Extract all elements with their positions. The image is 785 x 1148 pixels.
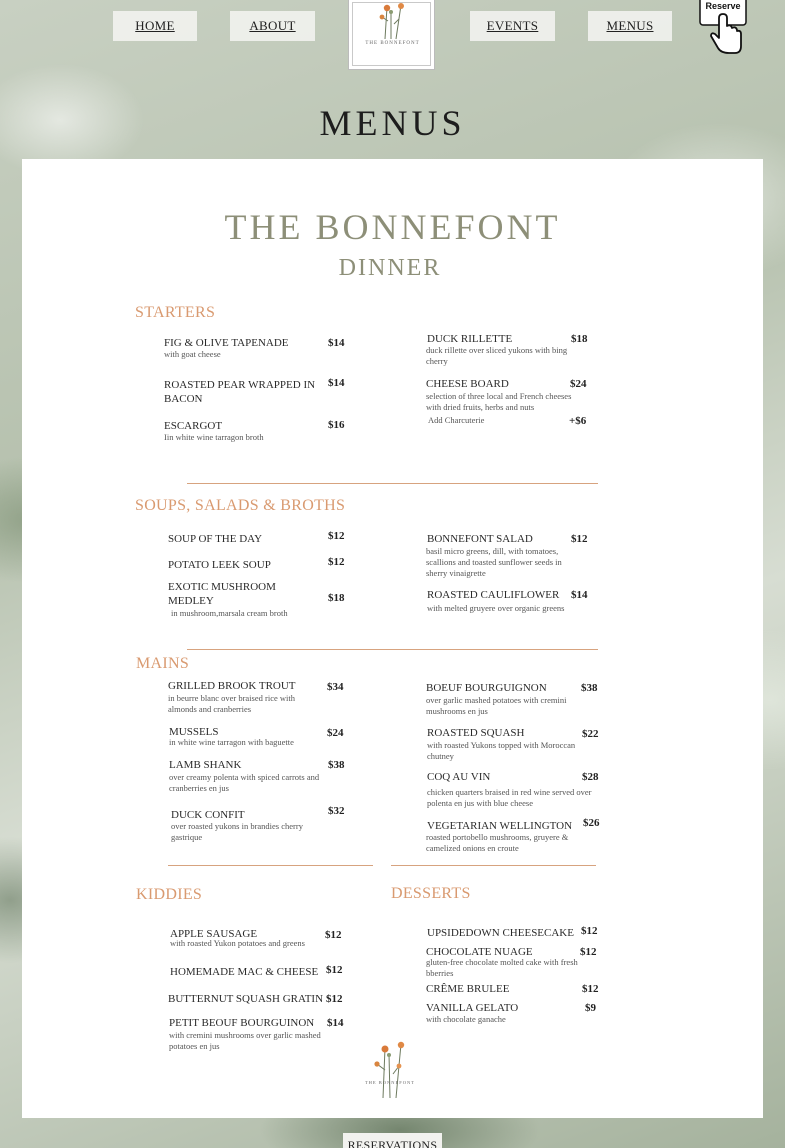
nav-menus-link[interactable]: MENUS — [588, 11, 672, 41]
logo-text: THE BONNEFONT — [364, 1080, 416, 1085]
menu-item-price: $14 — [328, 377, 345, 389]
menu-item-price: $32 — [328, 805, 345, 817]
menu-item-desc: over roasted yukons in brandies cherry gastrique — [171, 821, 303, 842]
menu-item-name: VEGETARIAN WELLINGTON — [427, 820, 573, 832]
site-logo[interactable] — [348, 0, 435, 70]
menu-item-name: BOEUF BOURGUIGNON — [426, 682, 547, 694]
menu-item-price: $12 — [326, 964, 343, 976]
nav-home-link[interactable]: HOME — [113, 11, 197, 41]
menu-title: THE BONNEFONT — [224, 207, 561, 247]
menu-item-desc: selection of three local and French cheeses with dried fruits, herbs and nuts — [426, 391, 572, 412]
menu-item-price: $38 — [581, 682, 598, 694]
menu-item-price: $12 — [328, 556, 345, 568]
menu-item-name: CRÊME BRULEE — [426, 983, 510, 995]
page-title: MENUS — [319, 103, 466, 143]
menu-item-addon: Add Charcuterie — [428, 415, 485, 425]
menu-item-desc: with goat cheese — [164, 349, 221, 359]
menu-item-desc: in white wine tarragon with baguette — [169, 737, 294, 747]
menu-item-name: PETIT BEOUF BOURGUINON — [169, 1017, 315, 1029]
reservations-button[interactable]: RESERVATIONS — [343, 1133, 442, 1148]
menu-item-price: $9 — [585, 1002, 596, 1014]
menu-item-price: $16 — [328, 419, 345, 431]
menu-item-name: CHOCOLATE NUAGE — [426, 946, 533, 958]
menu-item-name: SOUP OF THE DAY — [168, 533, 263, 545]
menu-item-desc: with roasted Yukons topped with Moroccan chutney — [427, 740, 576, 761]
menu-item-price: +$6 — [569, 415, 587, 427]
menu-item-desc: duck rillette over sliced yukons with bing cherry — [426, 345, 568, 366]
menu-item-desc: with cremini mushrooms over garlic mashed potatoes en jus — [169, 1030, 321, 1051]
menu-item-name: DUCK RILLETTE — [427, 333, 513, 345]
menu-item-desc: with chocolate ganache — [426, 1014, 506, 1024]
menu-item-price: $38 — [328, 759, 345, 771]
section-heading-soups: SOUPS, SALADS & BROTHS — [135, 497, 346, 514]
menu-item-name: DUCK CONFIT — [171, 809, 245, 821]
menu-item-desc: gluten-free chocolate molted cake with fresh bberries — [426, 957, 578, 978]
reserve-button[interactable] — [699, 0, 747, 56]
menu-item-price: $22 — [582, 728, 599, 740]
menu-item-desc: over garlic mashed potatoes with cremini mushrooms en jus — [426, 695, 567, 716]
section-heading-mains: MAINS — [136, 655, 190, 672]
menu-item-name: ROASTED PEAR WRAPPED IN BACON — [164, 379, 316, 405]
menu-item-price: $24 — [327, 727, 344, 739]
reserve-label: Reserve — [705, 1, 741, 11]
menu-item-name: EXOTIC MUSHROOM MEDLEY — [168, 581, 276, 607]
menu-item-price: $12 — [328, 530, 345, 542]
menu-item-name: MUSSELS — [169, 726, 219, 738]
section-divider — [187, 649, 598, 650]
menu-item-price: $12 — [571, 533, 588, 545]
logo-text: THE BONNEFONT — [365, 41, 420, 46]
menu-item-price: $14 — [328, 337, 345, 349]
menu-item-name: ROASTED CAULIFLOWER — [427, 589, 560, 601]
menu-item-desc: over creamy polenta with spiced carrots and cranberries en jus — [169, 772, 320, 793]
menu-item-desc: with roasted Yukon potatoes and greens — [170, 938, 305, 948]
section-divider — [391, 865, 596, 866]
nav-about-link[interactable]: ABOUT — [230, 11, 315, 41]
menu-item-name: HOMEMADE MAC & CHEESE — [170, 966, 319, 978]
menu-item-price: $12 — [325, 929, 342, 941]
menu-item-name: UPSIDEDOWN CHEESECAKE — [427, 927, 574, 939]
section-heading-starters: STARTERS — [135, 304, 216, 321]
menu-item-price: $34 — [327, 681, 344, 693]
section-divider — [168, 865, 373, 866]
menu-item-desc: basil micro greens, dill, with tomatoes, scallions and toasted sunflower seeds in sherry vinaigrette — [426, 546, 562, 578]
menu-item-price: $12 — [582, 983, 599, 995]
menu-item-desc: with melted gruyere over organic greens — [427, 603, 565, 613]
menu-item-name: GRILLED BROOK TROUT — [168, 680, 296, 692]
menu-item-name: ESCARGOT — [164, 420, 223, 432]
menu-item-desc: in mushroom,marsala cream broth — [171, 608, 288, 618]
menu-item-name: BUTTERNUT SQUASH GRATIN — [168, 993, 324, 1005]
menu-item-name: FIG & OLIVE TAPENADE — [164, 337, 289, 349]
menu-item-price: $12 — [326, 993, 343, 1005]
nav-events-link[interactable]: EVENTS — [470, 11, 555, 41]
menu-item-name: ROASTED SQUASH — [427, 727, 525, 739]
menu-item-desc: chicken quarters braised in red wine served over polenta en jus with blue cheese — [427, 787, 592, 808]
menu-item-desc: roasted portobello mushrooms, gruyere & camelized onions en croute — [426, 832, 569, 853]
menu-item-price: $14 — [327, 1017, 344, 1029]
menu-item-price: $24 — [570, 378, 587, 390]
menu-item-price: $28 — [582, 771, 599, 783]
menu-item-price: $26 — [583, 817, 600, 829]
menu-item-name: BONNEFONT SALAD — [427, 533, 533, 545]
menu-item-price: $12 — [580, 946, 597, 958]
menu-item-desc: in beurre blanc over braised rice with almonds and cranberries — [168, 693, 295, 714]
menu-item-name: VANILLA GELATO — [426, 1002, 519, 1014]
menu-item-price: $18 — [328, 592, 345, 604]
menu-item-price: $12 — [581, 925, 598, 937]
menu-item-name: CHEESE BOARD — [426, 378, 509, 390]
menu-item-price: $14 — [571, 589, 588, 601]
menu-item-name: APPLE SAUSAGE — [170, 928, 258, 940]
menu-card — [22, 159, 763, 1118]
menu-item-desc: Iin white wine tarragon broth — [164, 432, 264, 442]
menu-item-name: LAMB SHANK — [169, 759, 242, 771]
flower-logo-icon — [365, 1036, 415, 1106]
section-heading-kiddies: KIDDIES — [136, 886, 203, 903]
section-divider — [187, 483, 598, 484]
section-heading-desserts: DESSERTS — [391, 885, 471, 902]
menu-item-name: COQ AU VIN — [427, 771, 491, 783]
menu-item-name: POTATO LEEK SOUP — [168, 559, 271, 571]
menu-subtitle: DINNER — [338, 255, 442, 281]
menu-item-price: $18 — [571, 333, 588, 345]
flower-logo-icon — [349, 0, 436, 71]
